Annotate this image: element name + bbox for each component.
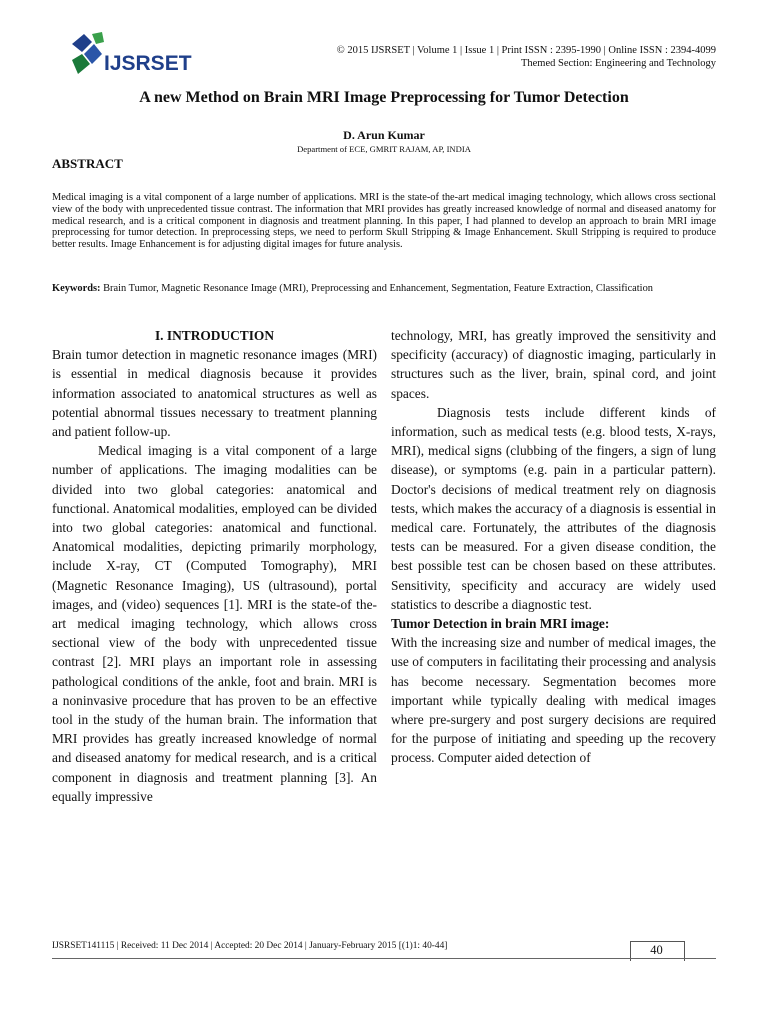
issue-info: © 2015 IJSRSET | Volume 1 | Issue 1 | Print ISSN : 2395-1990 | Online ISSN : 2394-4099 [336, 45, 716, 56]
logo-text: IJSRSET [104, 52, 192, 75]
right-paragraph-2: Diagnosis tests include different kinds of information, such as medical tests (e.g. blood tests, X-rays, MRI), medical signs (clubbing of the fingers, a sign of lung disease), or symptoms (e.g. pain in a particular pattern). Doctor's decisions of medical treatment rely on diagnosis tests, which makes the accuracy of a diagnosis is essential in medical care. Fortunately, the attributes of the diagnosis tests can be measured. For a given disease condition, the best possible test can be chosen based on these attributes. Sensitivity, specificity and accuracy are widely used statistics to describe a diagnostic test. [391, 404, 716, 612]
puzzle-icon [72, 32, 104, 74]
section-heading-introduction: I. INTRODUCTION [154, 328, 275, 343]
footer-citation: IJSRSET141115 | Received: 11 Dec 2014 | Accepted: 20 Dec 2014 | January-February 2015 [(1)1: 40-44] [52, 941, 448, 951]
intro-paragraph-1: Brain tumor detection in magnetic resonance images (MRI) is essential in medical diagnosis because it provides information associated to anatomical structures as well as potential abnormal tissues necessary to treatment planning and patient follow-up. [52, 347, 377, 440]
keywords-text: Brain Tumor, Magnetic Resonance Image (MRI), Preprocessing and Enhancement, Segmentation, Feature Extraction, Classification [103, 283, 653, 294]
author-affiliation: Department of ECE, GMRIT RAJAM, AP, INDIA [297, 144, 471, 154]
paper-title: A new Method on Brain MRI Image Preprocessing for Tumor Detection [139, 89, 629, 106]
right-paragraph-3: With the increasing size and number of medical images, the use of computers in facilitating their processing and analysis has become necessary. Segmentation becomes more important while typically dealing with medical images where pre-surgery and post surgery decisions are required for the purpose of initiating and speeding up the recovery process. Computer aided detection of [391, 635, 716, 766]
abstract-text: Medical imaging is a vital component of a large number of applications. MRI is the state-of the-art medical imaging technology, which allows cross sectional view of the body with unprecedented tissue contrast. The information that MRI provides has greatly increased knowledge of normal and diseased anatomy for medical research, and is a critical component in diagnosis and treatment planning. In this paper, I had planned to develop an approach to brain MRI image preprocessing for tumor detection. In preprocessing steps, we need to perform Skull Stripping & Image Enhancement. Skull Stripping is required to produce better results. Image Enhancement is for adjusting digital images for future analysis. [52, 192, 716, 251]
intro-paragraph-2: Medical imaging is a vital component of a large number of applications. The imaging modalities can be divided into two global categories: anatomical and functional. Anatomical modalities, employed can be divided into two global categories: anatomical and functional. Anatomical modalities, depicting primarily morphology, include X-ray, CT (Computed Tomography), MRI (Magnetic Resonance Imaging), US (ultrasound), portal images, and (video) sequences [1]. MRI is the state-of the-art medical imaging technology, which allows cross sectional view of the body with unprecedented tissue contrast [2]. MRI plays an important role in assessing pathological conditions of the ankle, foot and brain. MRI is a noninvasive procedure that has proven to be an effective tool in the study of the human brain. The information that MRI provides has greatly increased knowledge of normal and diseased anatomy for medical research, and is a critical component in diagnosis and treatment planning [3]. An equally impressive [52, 443, 377, 804]
author-name: D. Arun Kumar [343, 128, 425, 142]
themed-section: Themed Section: Engineering and Technology [520, 58, 716, 69]
page-number: 40 [650, 943, 663, 957]
journal-header [337, 44, 716, 70]
journal-logo [68, 30, 198, 78]
left-column [52, 326, 377, 806]
subsection-heading: Tumor Detection in brain MRI image: [391, 616, 610, 632]
keywords [52, 283, 716, 295]
right-paragraph-1: technology, MRI, has greatly improved the sensitivity and specificity (accuracy) of diagnostic imaging, particularly in structures such as the liver, brain, spinal cord, and joint spaces. [391, 328, 716, 401]
abstract-heading: ABSTRACT [52, 156, 123, 171]
keywords-label: Keywords: [52, 283, 101, 294]
footer-divider [52, 958, 716, 959]
right-column [391, 326, 716, 768]
